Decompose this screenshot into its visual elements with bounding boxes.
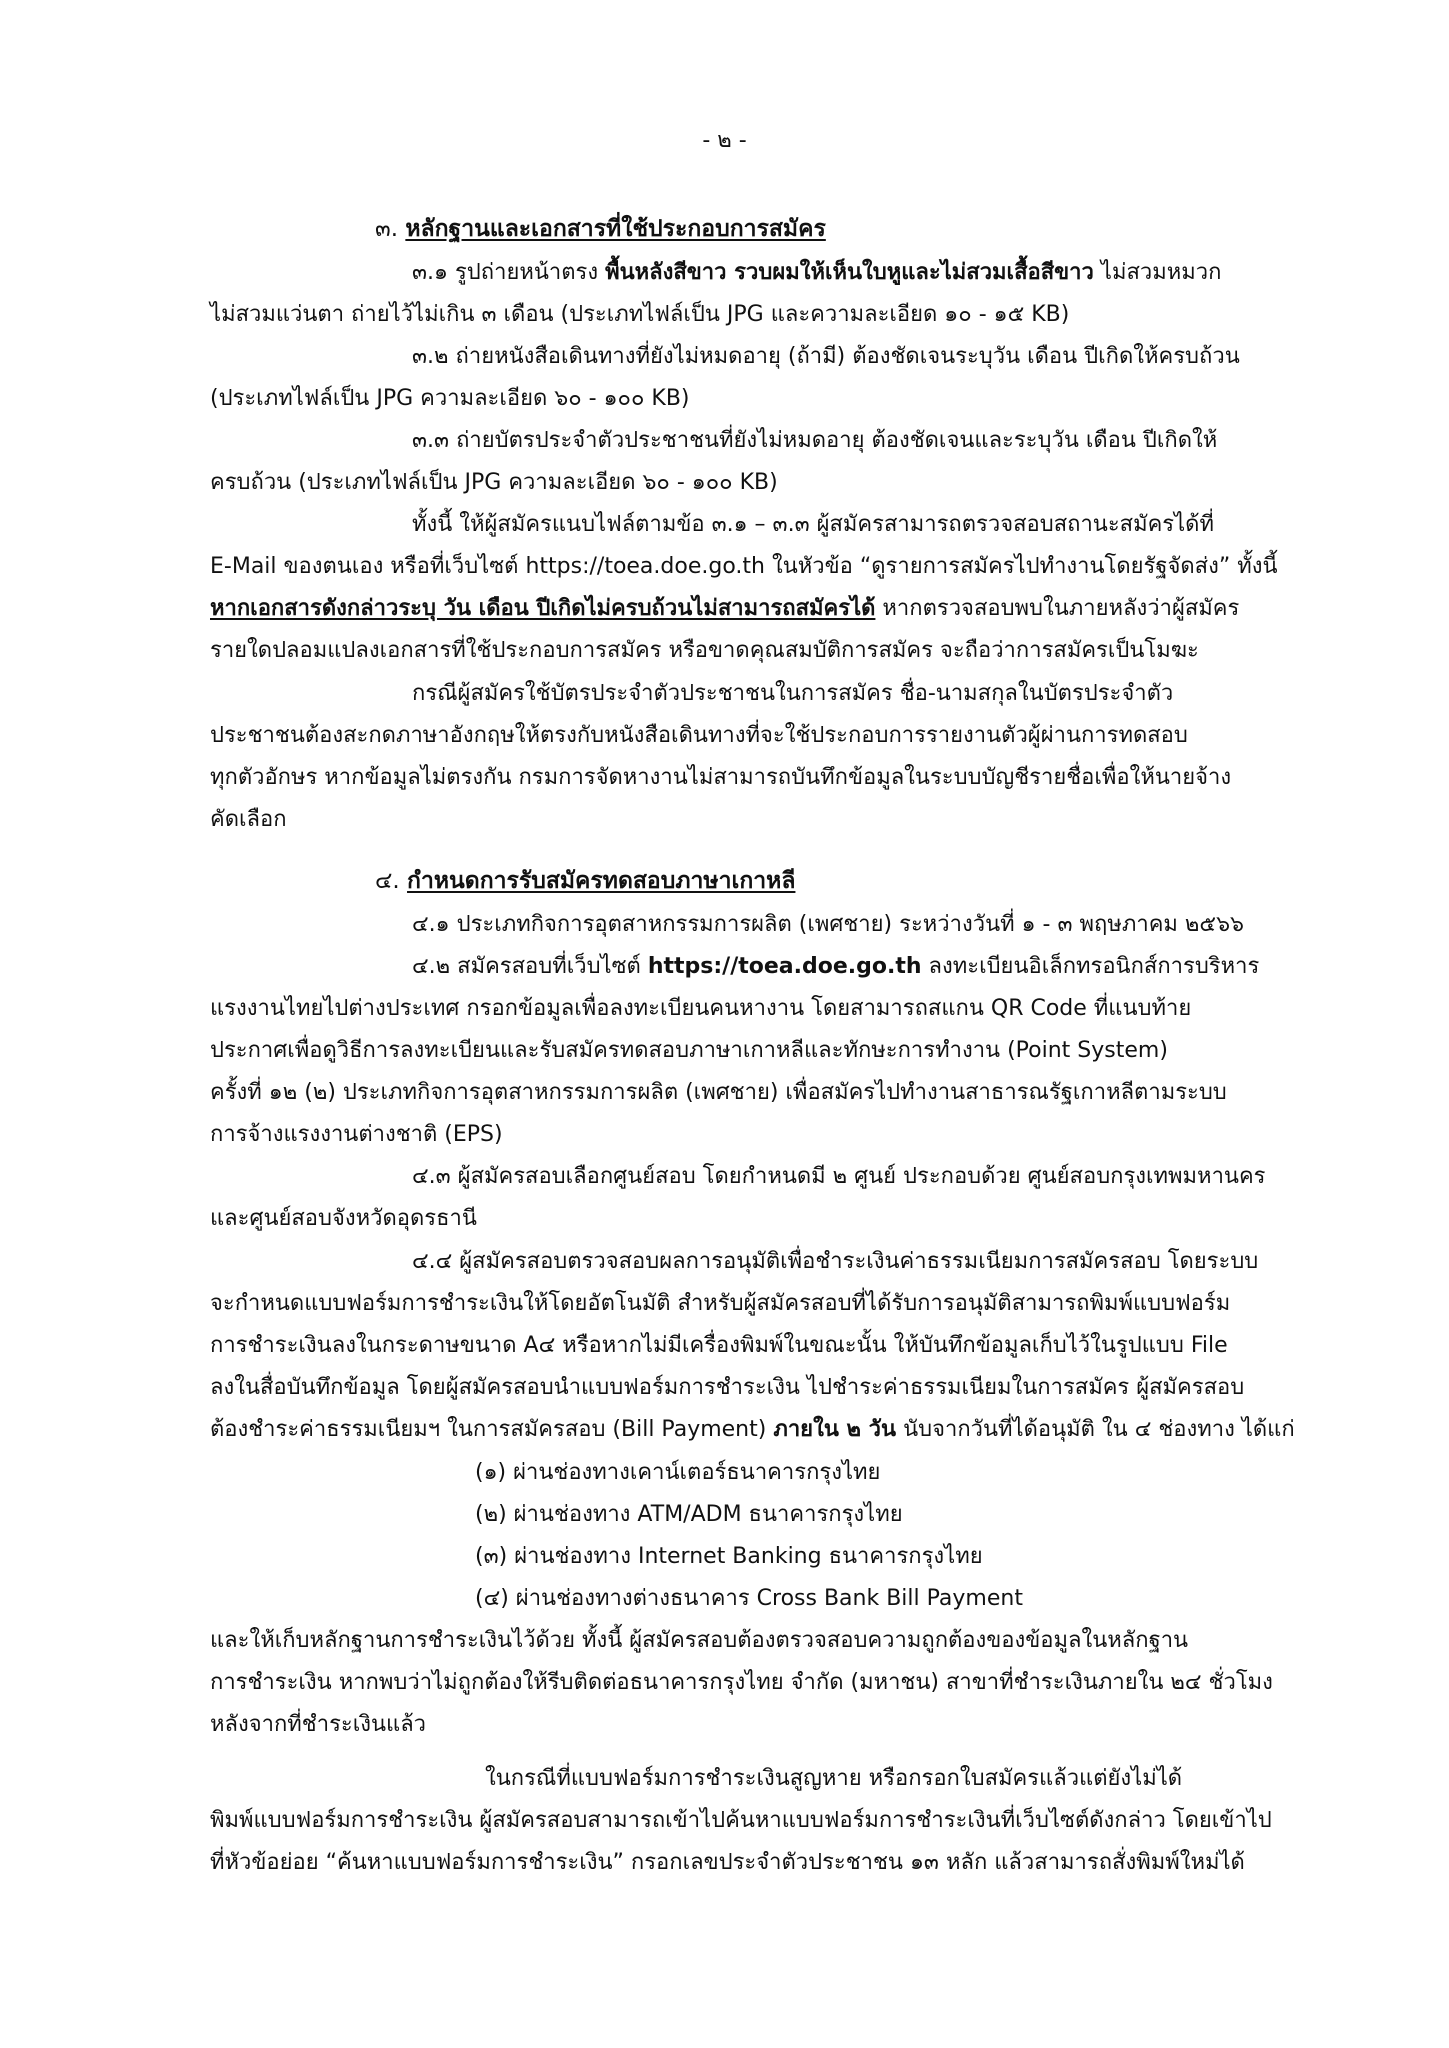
item-3-2-line-1: ๓.๒ ถ่ายหนังสือเดินทางที่ยังไม่หมดอายุ (ถ้ามี) ต้องชัดเจนระบุวัน เดือน ปีเกิดให้ครบถ้วน <box>412 344 1240 369</box>
item-3-1-text: ๓.๑ รูปถ่ายหน้าตรง <box>412 260 606 285</box>
item-3-3-line-2: ครบถ้วน (ประเภทไฟล์เป็น JPG ความละเอียด ๖๐ - ๑๐๐ KB) <box>210 470 778 495</box>
item-4-3-line-1: ๔.๓ ผู้สมัครสอบเลือกศูนย์สอบ โดยกำหนดมี ๒ ศูนย์ ประกอบด้วย ศูนย์สอบกรุงเทพมหานคร <box>412 1164 1266 1189</box>
note-para-2-line-1: กรณีผู้สมัครใช้บัตรประจำตัวประชาชนในการสมัคร ชื่อ-นามสกุลในบัตรประจำตัว <box>412 681 1174 706</box>
item-4-3-line-2: และศูนย์สอบจังหวัดอุดรธานี <box>210 1206 477 1231</box>
note-para-1-line-3 <box>210 598 1239 620</box>
section-3-title: หลักฐานและเอกสารที่ใช้ประกอบการสมัคร <box>405 216 826 242</box>
item-4-4-line-2: จะกำหนดแบบฟอร์มการชำระเงินให้โดยอัตโนมัติ สำหรับผู้สมัครสอบที่ได้รับการอนุมัติสามารถพิมพ์แบบฟอร์ม <box>210 1291 1231 1316</box>
section-3-number: ๓. <box>375 216 399 242</box>
payment-note-line-3: หลังจากที่ชำระเงินแล้ว <box>210 1712 427 1737</box>
lost-form-line-2: พิมพ์แบบฟอร์มการชำระเงิน ผู้สมัครสอบสามารถเข้าไปค้นหาแบบฟอร์มการชำระเงินที่เว็บไซต์ดังกล่าว โดยเข้าไป <box>210 1808 1272 1833</box>
payment-deadline: ภายใน ๒ วัน <box>773 1417 897 1442</box>
note-para-1-line-1: ทั้งนี้ ให้ผู้สมัครแนบไฟล์ตามข้อ ๓.๑ – ๓.๓ ผู้สมัครสามารถตรวจสอบสถานะสมัครได้ที่ <box>412 512 1214 537</box>
item-4-4-line-5 <box>210 1419 1295 1441</box>
item-4-4-line-5-text: ต้องชำระค่าธรรมเนียมฯ ในการสมัครสอบ (Bill Payment) <box>210 1417 774 1442</box>
lost-form-line-3: ที่หัวข้อย่อย “ค้นหาแบบฟอร์มการชำระเงิน” กรอกเลขประจำตัวประชาชน ๑๓ หลัก แล้วสามารถสั่งพิมพ์ใหม่ได้ <box>210 1850 1245 1875</box>
payment-channel-3: (๓) ผ่านช่องทาง Internet Banking ธนาคารกรุงไทย <box>475 1544 983 1569</box>
item-3-3-line-1: ๓.๓ ถ่ายบัตรประจำตัวประชาชนที่ยังไม่หมดอายุ ต้องชัดเจนและระบุวัน เดือน ปีเกิดให้ <box>412 428 1218 453</box>
payment-note-line-1: และให้เก็บหลักฐานการชำระเงินไว้ด้วย ทั้งนี้ ผู้สมัครสอบต้องตรวจสอบความถูกต้องของข้อมูลในหลักฐาน <box>210 1628 1189 1653</box>
note-para-2-line-3: ทุกตัวอักษร หากข้อมูลไม่ตรงกัน กรมการจัดหางานไม่สามารถบันทึกข้อมูลในระบบบัญชีรายชื่อเพื่อให้นายจ้าง <box>210 765 1232 790</box>
item-3-1-text-end: ไม่สวมหมวก <box>1093 260 1222 285</box>
toea-url-link[interactable]: https://toea.doe.go.th <box>647 954 922 979</box>
note-para-2-line-4: คัดเลือก <box>210 807 287 832</box>
note-para-1-line-4: รายใดปลอมแปลงเอกสารที่ใช้ประกอบการสมัคร หรือขาดคุณสมบัติการสมัคร จะถือว่าการสมัครเป็นโมฆะ <box>210 638 1199 663</box>
note-para-1-line-2: E-Mail ของตนเอง หรือที่เว็บไซต์ https://toea.doe.go.th ในหัวข้อ “ดูรายการสมัครไปทำงานโดยรัฐจัดส่ง” ทั้งนี้ <box>210 554 1278 579</box>
section-4-heading <box>375 870 795 893</box>
item-3-1-line-1 <box>412 262 1221 284</box>
item-4-2-line-3: ประกาศเพื่อดูวิธีการลงทะเบียนและรับสมัครทดสอบภาษาเกาหลีและทักษะการทำงาน (Point System) <box>210 1038 1168 1063</box>
item-4-2-text: ๔.๒ สมัครสอบที่เว็บไซต์ <box>412 954 648 979</box>
note-para-2-line-2: ประชาชนต้องสะกดภาษาอังกฤษให้ตรงกับหนังสือเดินทางที่จะใช้ประกอบการรายงานตัวผู้ผ่านการทดสอบ <box>210 723 1188 748</box>
lost-form-line-1: ในกรณีที่แบบฟอร์มการชำระเงินสูญหาย หรือกรอกใบสมัครแล้วแต่ยังไม่ได้ <box>485 1766 1183 1791</box>
note-para-1-line-3-rest: หากตรวจสอบพบในภายหลังว่าผู้สมัคร <box>875 596 1240 621</box>
item-4-2-line-1 <box>412 956 1259 978</box>
item-3-1-emphasis: พื้นหลังสีขาว รวบผมให้เห็นใบหูและไม่สวมเสื้อสีขาว <box>605 260 1094 285</box>
item-4-4-line-4: ลงในสื่อบันทึกข้อมูล โดยผู้สมัครสอบนำแบบฟอร์มการชำระเงิน ไปชำระค่าธรรมเนียมในการสมัคร ผู้สมัครสอบ <box>210 1375 1245 1400</box>
item-4-1: ๔.๑ ประเภทกิจการอุตสาหกรรมการผลิต (เพศชาย) ระหว่างวันที่ ๑ - ๓ พฤษภาคม ๒๕๖๖ <box>412 912 1244 937</box>
item-4-4-line-3: การชำระเงินลงในกระดาษขนาด A๔ หรือหากไม่มีเครื่องพิมพ์ในขณะนั้น ให้บันทึกข้อมูลเก็บไว้ในรูปแบบ File <box>210 1333 1228 1358</box>
section-4-title: กำหนดการรับสมัครทดสอบภาษาเกาหลี <box>407 868 796 894</box>
item-3-2-line-2: (ประเภทไฟล์เป็น JPG ความละเอียด ๖๐ - ๑๐๐ KB) <box>210 386 690 411</box>
page-number: - ๒ - <box>702 128 747 153</box>
section-3-heading <box>375 218 826 241</box>
payment-note-line-2: การชำระเงิน หากพบว่าไม่ถูกต้องให้รีบติดต่อธนาคารกรุงไทย จำกัด (มหาชน) สาขาที่ชำระเงินภายใน ๒๔ ชั่วโมง <box>210 1670 1273 1695</box>
section-4-number: ๔. <box>375 868 400 894</box>
payment-channel-4: (๔) ผ่านช่องทางต่างธนาคาร Cross Bank Bill Payment <box>475 1586 1023 1611</box>
item-4-2-line-4: ครั้งที่ ๑๒ (๒) ประเภทกิจการอุตสาหกรรมการผลิต (เพศชาย) เพื่อสมัครไปทำงานสาธารณรัฐเกาหลีตามระบบ <box>210 1080 1227 1105</box>
item-4-2-line-5: การจ้างแรงงานต่างชาติ (EPS) <box>210 1122 503 1147</box>
item-4-4-line-1: ๔.๔ ผู้สมัครสอบตรวจสอบผลการอนุมัติเพื่อชำระเงินค่าธรรมเนียมการสมัครสอบ โดยระบบ <box>412 1249 1259 1274</box>
payment-channel-1: (๑) ผ่านช่องทางเคาน์เตอร์ธนาคารกรุงไทย <box>475 1460 881 1485</box>
warning-underlined: หากเอกสารดังกล่าวระบุ วัน เดือน ปีเกิดไม่ครบถ้วนไม่สามารถสมัครได้ <box>210 596 876 621</box>
item-4-2-line-2: แรงงานไทยไปต่างประเทศ กรอกข้อมูลเพื่อลงทะเบียนคนหางาน โดยสามารถสแกน QR Code ที่แนบท้าย <box>210 996 1192 1021</box>
item-3-1-line-2: ไม่สวมแว่นตา ถ่ายไว้ไม่เกิน ๓ เดือน (ประเภทไฟล์เป็น JPG และความละเอียด ๑๐ - ๑๕ KB) <box>210 302 1070 327</box>
payment-channel-2: (๒) ผ่านช่องทาง ATM/ADM ธนาคารกรุงไทย <box>475 1502 903 1527</box>
item-4-2-text-end: ลงทะเบียนอิเล็กทรอนิกส์การบริหาร <box>921 954 1260 979</box>
item-4-4-line-5-end: นับจากวันที่ได้อนุมัติ ใน ๔ ช่องทาง ได้แก่ <box>896 1417 1295 1442</box>
